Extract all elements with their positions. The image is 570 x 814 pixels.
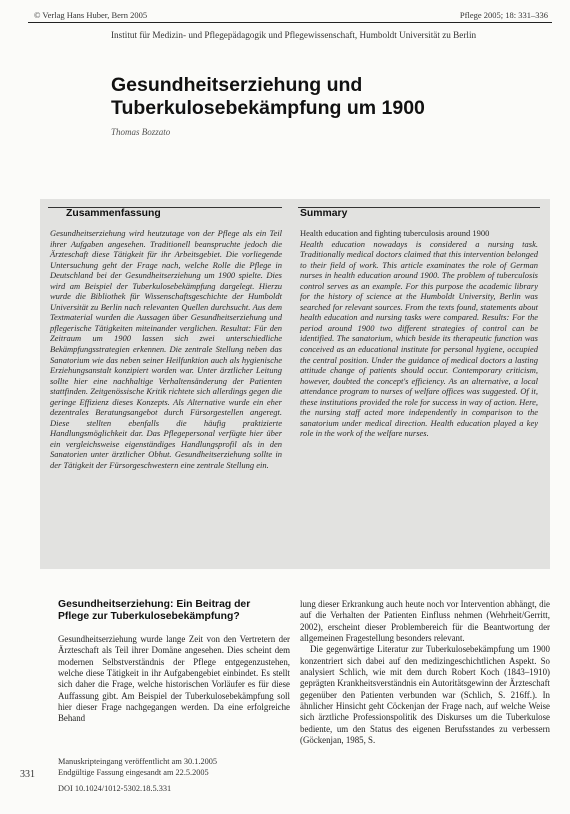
manuscript-dates — [58, 757, 298, 778]
article-title-line2: Tuberkulosebekämpfung um 1900 — [111, 97, 425, 119]
body-left-column — [58, 634, 290, 725]
summary-heading: Summary — [300, 208, 348, 219]
body-left-paragraph: Gesundheitserziehung wurde lange Zeit von den Vertretern der Ärzteschaft als Teil ihrer Domäne angesehen. Dies scheint dem modernen Selbstverständnis der Pflege entgegenzustehen, welche diese Tätigkeit in ihr Aufgabengebiet einbindet. Es stellt sich daher die Frage, welche historischen Vorläufer es für diese Auffassung gibt. Am Beispiel der Tuberkulosebekämpfung soll hier dieser Frage nachgegangen werden. Da eine erfolgreiche Behand — [58, 634, 290, 724]
body-right-paragraph-2: Die gegenwärtige Literatur zur Tuberkulosebekämpfung um 1900 konzentriert sich dabei auf den medizingeschichtlichen Aspekt. So analysiert Schlich, wie mit dem durch Robert Koch (1843–1910) geprägten Krankheitsverständnis ein Autoritätsgewinn der Ärzteschaft gegenüber den Patienten verbunden war (Schlich, S. 216ff.). In ähnlicher Hinsicht geht Cöckenjan der Frage nach, auf welche Weise sich ärztliche Professionspolitik des Diskurses um die Tuberkulose bediente, um den Status des eigenen Berufsstandes zu verbessern (Göckenjan, 1985, S. — [300, 644, 550, 746]
summary-paragraph: Health education nowadays is considered a nursing task. Traditionally medical doctors claimed that this intervention belonged to their field of work. This article examinates the role of German nurses in health education around 1900. The problem of tuberculosis control serves as an example. For this purpose the academic library for the history of science at the Humboldt University, Berlin was searched for relevant sources. From the texts found, statements about health education and nursing tasks were compared. Results: For the period around 1900 two different strategies of control can be identified. The sanatorium, which beside its therapeutic function was conceived as an educational institute for personal hygiene, occupied the central position. Under the guidance of medical doctors a lasting attitude change of patients should occur. Contemporary criticism, however, doubted the concept's efficiency. As an alternative, a local attendance program to nurses of welfare offices was suggested. Of it, these institutions provided the role for success in way of action. Here, the nursing staff acted more independently in comparison to the sanatorium under medical direction. Health education played a key role in the work of the welfare nurses. — [300, 238, 538, 439]
summary-text — [300, 228, 538, 439]
article-title-line1: Gesundheitserziehung und — [111, 74, 363, 96]
body-right-paragraph-1: lung dieser Erkrankung auch heute noch vor Intervention abhängt, die auf die Verhalten der Patienten Einfluss nehmen (Wehrheit/Gerritt, 2002), erscheint dieser Problembereich für die Beantwortung der allgemeinen Fragestellung besonders relevant. — [300, 599, 550, 644]
manuscript-final: Endgültige Fassung eingesandt am 22.5.2005 — [58, 767, 209, 777]
zusammenfassung-text — [50, 228, 282, 471]
body-right-column — [300, 599, 550, 746]
institute-line: Institut für Medizin- und Pflegepädagogik und Pflegewissenschaft, Humboldt Universität zu Berlin — [111, 30, 477, 40]
abstract-box — [40, 199, 550, 569]
section-heading — [58, 599, 288, 623]
summary-subtitle: Health education and fighting tuberculosis around 1900 — [300, 228, 490, 238]
section-heading-line1: Gesundheitserziehung: Ein Beitrag der — [58, 599, 251, 610]
page-number: 331 — [20, 769, 35, 780]
header-rule — [28, 22, 552, 23]
running-header-right: Pflege 2005; 18: 331–336 — [459, 10, 548, 20]
author-name: Thomas Bozzato — [111, 127, 171, 137]
manuscript-received: Manuskripteingang veröffentlicht am 30.1.2005 — [58, 757, 218, 766]
zusammenfassung-paragraph: Gesundheitserziehung wird heutzutage von der Pflege als ein Teil ihrer Aufgaben angesehen. Traditionell beanspruchte jedoch die Ärzteschaft diese Tätigkeit für ihr Arbeitsgebiet. Die vorliegende Untersuchung geht der Frage nach, welche Rolle die Pflege in Deutschland bei der Gesundheitserziehung um 1900 spielte. Dies wird am Beispiel der Tuberkulosebekämpfung dargelegt. Hierzu wurde die Bibliothek für Wissenschaftsgeschichte der Humboldt Universität zu Berlin nach relevanten Quellen durchsucht. Aus dem Textmaterial wurden die Aussagen über Gesundheitserziehung und pflegerische Tätigkeiten miteinander verglichen. Resultat: Für den Zeitraum um 1900 lassen sich zwei unterschiedliche Bekämpfungsstrategien erkennen. Die zentrale Stellung neben das Sanatorium wie das neben seiner Heilfunktion auch als hygienische Erziehungsanstalt konzipiert worden war. Unter ärztlicher Leitung sollte hier eine nachhaltige Verhaltensänderung der Patienten stattfinden. Zeitgenössische Kritik richtete sich allerdings gegen die geringe Effizienz dieses Konzepts. Als Alternative wurde ein eher dezentrales Beratungsangebot durch Fürsorgestellen angeregt. Diese stellten ebenfalls die häufig praktizierte Handlungsmöglichkeit dar. Das Pflegepersonal verfügte hier über ein vergleichsweise eigenständiges Handlungsprofil als in den Sanatorien unter ärztlicher Obhut. Gesundheitserziehung sollte in der Tätigkeit der Fürsorgeschwestern eine zentrale Stellung ein. — [50, 228, 282, 471]
running-header-left: © Verlag Hans Huber, Bern 2005 — [34, 10, 148, 20]
doi-line: DOI 10.1024/1012-5302.18.5.331 — [58, 784, 172, 793]
zusammenfassung-heading: Zusammenfassung — [66, 208, 161, 219]
section-heading-line2: Pflege zur Tuberkulosebekämpfung? — [58, 611, 240, 622]
